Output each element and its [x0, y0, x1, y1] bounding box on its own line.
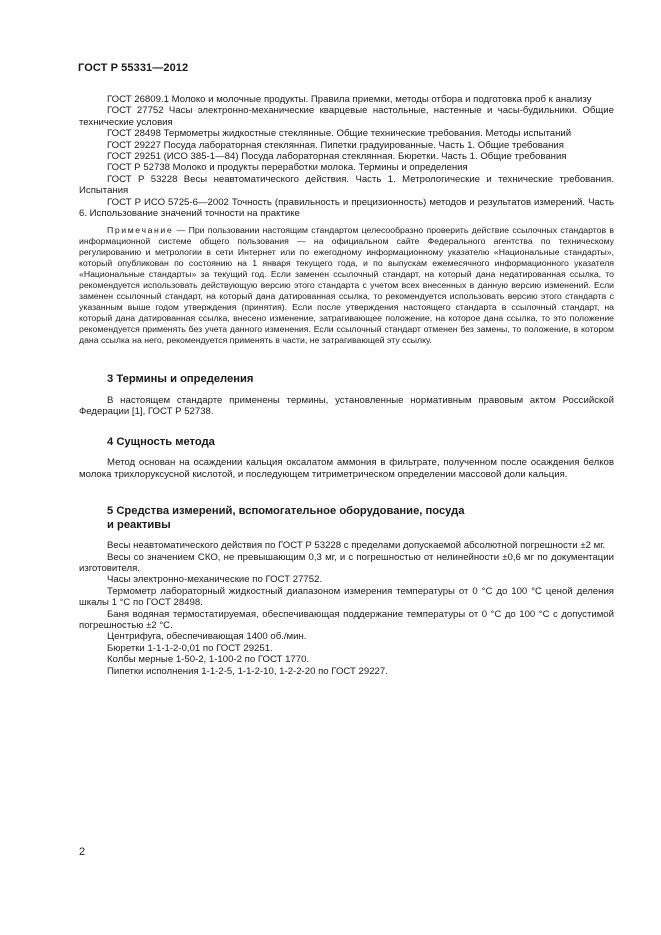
note-paragraph	[79, 225, 614, 346]
document-header: ГОСТ Р 55331—2012	[78, 62, 189, 74]
section-4-text: Метод основан на осаждении кальция оксалатом аммония в фильтрате, полученном после осаждения белков молока трихлоруксусной кислотой, и последующем титриметрическом определении массовой доли кальция.	[79, 457, 614, 480]
reference-item: ГОСТ 27752 Часы электронно-механические кварцевые настольные, настенные и часы-будильники. Общие технические условия	[79, 105, 614, 128]
note-text: — При пользовании настоящим стандартом целесообразно проверить действие ссылочных стандартов в информационной системе общего пользования — на официальном сайте Федерального агентства по техническому регулированию и метрологии в сети Интернет или по ежегодному информационному указателю «Национальные стандарты», который опубликован по состоянию на 1 января текущего года, и по выпускам ежемесячного информационного указателя «Национальные стандарты» за текущий год. Если заменен ссылочный стандарт, на который дана недатированная ссылка, то рекомендуется использовать действующую версию этого стандарта с учетом всех внесенных в данную версию изменений. Если заменен ссылочный стандарт, на который дана датированная ссылка, то рекомендуется использовать версию этого стандарта с указанным выше годом утверждения (принятия). Если после утверждения настоящего стандарта в ссылочный стандарт, на который дана датированная ссылка, внесено изменение, затрагивающее положение, на которое дана ссылка, то это положение рекомендуется применять без учета данного изменения. Если ссылочный стандарт отменен без замены, то положение, в котором дана ссылка на него, рекомендуется применять в части, не затрагивающей эту ссылку.	[79, 225, 614, 346]
reference-item: ГОСТ 29227 Посуда лабораторная стеклянная. Пипетки градуированные. Часть 1. Общие требования	[107, 139, 564, 151]
note-label: Примечание	[107, 225, 174, 236]
equipment-item: Баня водяная термостатируемая, обеспечивающая поддержание температуры от 0 °С до 100 °С с допустимой погрешностью ±2 °С.	[79, 608, 614, 631]
reference-item: ГОСТ 26809.1 Молоко и молочные продукты. Правила приемки, методы отбора и подготовка проб к анализу	[107, 94, 592, 105]
equipment-item: Бюретки 1-1-1-2-0,01 по ГОСТ 29251.	[107, 642, 273, 654]
page-content	[79, 94, 614, 677]
section-5-list	[79, 540, 614, 677]
section-3-heading: 3 Термины и определения	[107, 373, 254, 386]
reference-item: ГОСТ Р 52738 Молоко и продукты переработки молока. Термины и определения	[107, 162, 468, 174]
equipment-item: Часы электронно-механические по ГОСТ 27752.	[107, 574, 323, 586]
reference-item: ГОСТ 29251 (ИСО 385-1—84) Посуда лабораторная стеклянная. Бюретки. Часть 1. Общие требования	[107, 151, 567, 163]
equipment-item: Весы со значением СКО, не превышающим 0,3 мг, и с погрешностью от нелинейности ±0,6 мг по документации изготовителя.	[79, 551, 614, 574]
reference-item: ГОСТ Р 53228 Весы неавтоматического действия. Часть 1. Метрологические и технические требования. Испытания	[79, 173, 614, 197]
equipment-item: Весы неавтоматического действия по ГОСТ Р 53228 с пределами допускаемой абсолютной погрешности ±2 мг.	[107, 540, 606, 552]
reference-item: ГОСТ 28498 Термометры жидкостные стеклянные. Общие технические требования. Методы испытаний	[107, 128, 572, 140]
equipment-item: Центрифуга, обеспечивающая 1400 об./мин.	[107, 631, 307, 643]
reference-item: ГОСТ Р ИСО 5725-6—2002 Точность (правильность и прецизионность) методов и результатов измерений. Часть 6. Использование значений точности на практике	[79, 196, 614, 220]
equipment-item: Колбы мерные 1-50-2, 1-100-2 по ГОСТ 1770.	[107, 654, 310, 666]
section-5-heading	[79, 505, 614, 532]
equipment-item: Пипетки исполнения 1-1-2-5, 1-1-2-10, 1-2-2-20 по ГОСТ 29227.	[107, 665, 388, 677]
section-5-heading-line: и реактивы	[107, 518, 171, 531]
section-5-heading-line: 5 Средства измерений, вспомогательное оборудование, посуда	[107, 505, 465, 518]
section-4-heading: 4 Сущность метода	[107, 435, 215, 448]
equipment-item: Термометр лабораторный жидкостный диапазоном измерения температуры от 0 °С до 100 °С ценой деления шкалы 1 °С по ГОСТ 28498.	[79, 585, 614, 609]
section-3-text: В настоящем стандарте применены термины, установленные нормативным правовым актом Российской Федерации [1], ГОСТ Р 52738.	[79, 394, 614, 418]
page-number: 2	[79, 846, 86, 858]
